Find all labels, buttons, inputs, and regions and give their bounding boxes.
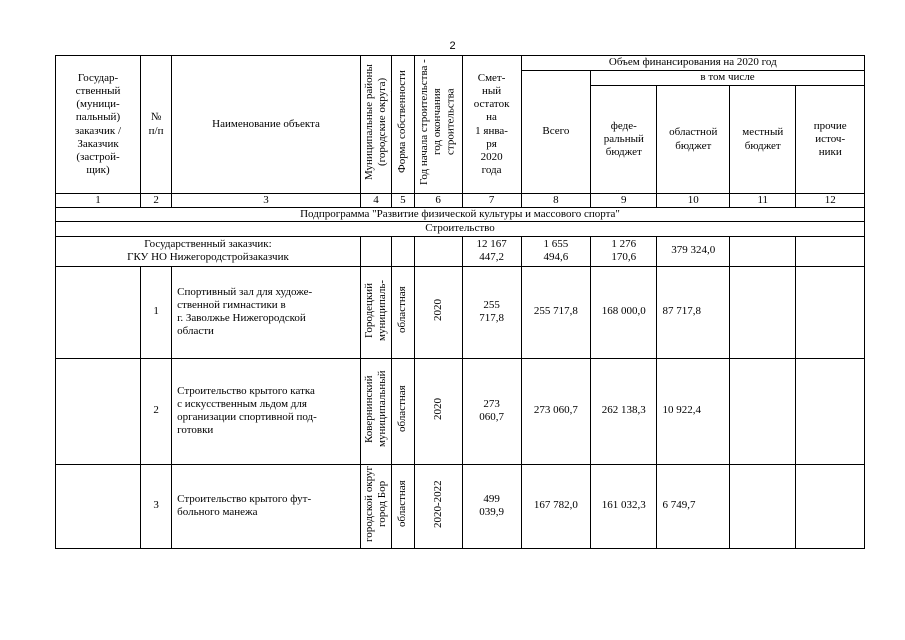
header-other: прочие источ- ники: [796, 86, 865, 194]
header-including: в том числе: [591, 71, 865, 86]
col-number: 5: [392, 194, 415, 208]
header-object-name: Наименование объекта: [172, 56, 361, 194]
row-object-name: Спортивный зал для художе- ственной гимнастики в г. Заволжье Нижегородской области: [172, 266, 361, 358]
row-remaining: 255 717,8: [462, 266, 521, 358]
col-number: 9: [591, 194, 657, 208]
row-ownership: областная: [392, 266, 415, 358]
row-years: 2020: [414, 358, 462, 464]
header-federal: феде- ральный бюджет: [591, 86, 657, 194]
header-local: местный бюджет: [730, 86, 796, 194]
subprogram-title: Подпрограмма "Развитие физической культуры и массового спорта": [56, 208, 865, 222]
header-customer: Государ- ственный (муници- пальный) заказчик / Заказчик (застрой- щик): [56, 56, 141, 194]
row-federal: 262 138,3: [591, 358, 657, 464]
row-regional: 6 749,7: [657, 464, 730, 548]
summary-remaining: 12 167 447,2: [462, 236, 521, 266]
row-total: 273 060,7: [521, 358, 590, 464]
row-regional: 87 717,8: [657, 266, 730, 358]
section-title: Строительство: [56, 222, 865, 236]
row-local: [730, 464, 796, 548]
table-row: [56, 464, 865, 548]
col-number: 6: [414, 194, 462, 208]
col-number: 1: [56, 194, 141, 208]
summary-local: [730, 236, 796, 266]
col-number: 3: [172, 194, 361, 208]
row-customer: [56, 358, 141, 464]
col-number: 2: [141, 194, 172, 208]
header-remaining: Смет- ный остаток на 1 янва- ря 2020 года: [462, 56, 521, 194]
row-num: 2: [141, 358, 172, 464]
header-municipality: Муниципальные районы (городские округа) Нижегородской области: [360, 56, 391, 194]
table-row: [56, 358, 865, 464]
header-regional: областной бюджет: [657, 86, 730, 194]
row-remaining: 273 060,7: [462, 358, 521, 464]
row-years: 2020-2022: [414, 464, 462, 548]
row-ownership: областная: [392, 464, 415, 548]
row-years: 2020: [414, 266, 462, 358]
row-object-name: Строительство крытого фут- больного манежа: [172, 464, 361, 548]
header-total: Всего: [521, 71, 590, 194]
row-num: 3: [141, 464, 172, 548]
page-number: 2: [449, 40, 456, 52]
row-ownership: областная: [392, 358, 415, 464]
summary-empty: [392, 236, 415, 266]
header-years: Год начала строительства - год окончания строительства: [414, 56, 462, 194]
row-local: [730, 266, 796, 358]
row-other: [796, 358, 865, 464]
col-number: 10: [657, 194, 730, 208]
summary-row: [56, 236, 865, 266]
summary-customer: Государственный заказчик: ГКУ НО Нижегородстройзаказчик: [56, 236, 361, 266]
header-ownership: Форма собственности: [392, 56, 415, 194]
row-customer: [56, 266, 141, 358]
col-number: 12: [796, 194, 865, 208]
row-total: 167 782,0: [521, 464, 590, 548]
summary-regional: 379 324,0: [657, 236, 730, 266]
row-municipality: Городецкий муниципаль- район: [360, 266, 391, 358]
row-other: [796, 266, 865, 358]
row-object-name: Строительство крытого катка с искусственным льдом для организации спортивной под- готовки: [172, 358, 361, 464]
col-number: 8: [521, 194, 590, 208]
header-funding-group: Объем финансирования на 2020 год: [521, 56, 864, 71]
col-number: 4: [360, 194, 391, 208]
summary-empty: [360, 236, 391, 266]
row-regional: 10 922,4: [657, 358, 730, 464]
row-other: [796, 464, 865, 548]
row-customer: [56, 464, 141, 548]
summary-federal: 1 276 170,6: [591, 236, 657, 266]
row-total: 255 717,8: [521, 266, 590, 358]
col-number: 7: [462, 194, 521, 208]
row-local: [730, 358, 796, 464]
row-remaining: 499 039,9: [462, 464, 521, 548]
financing-table: [55, 55, 865, 549]
table-row: [56, 266, 865, 358]
row-municipality: Ковернинский муниципальный район: [360, 358, 391, 464]
header-num: № п/п: [141, 56, 172, 194]
row-num: 1: [141, 266, 172, 358]
row-federal: 168 000,0: [591, 266, 657, 358]
row-municipality: городской округ город Бор: [360, 464, 391, 548]
col-number: 11: [730, 194, 796, 208]
column-numbers-row: [56, 194, 865, 208]
summary-other: [796, 236, 865, 266]
summary-empty: [414, 236, 462, 266]
row-federal: 161 032,3: [591, 464, 657, 548]
summary-total: 1 655 494,6: [521, 236, 590, 266]
